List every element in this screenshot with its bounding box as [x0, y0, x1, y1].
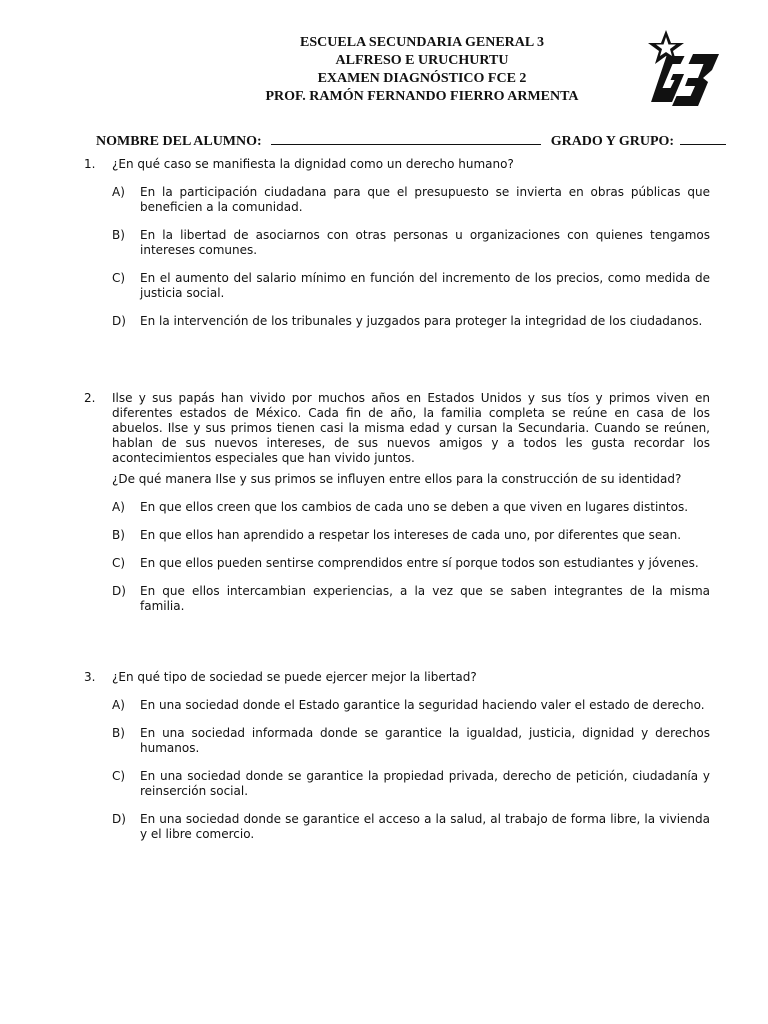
option-a[interactable] — [112, 500, 710, 515]
option-c[interactable] — [112, 271, 710, 301]
question-text: Ilse y sus papás han vivido por muchos años en Estados Unidos y sus tíos y primos viven en diferentes estados de México. Cada fin de año, la familia completa se reúne en casa de los abuelos. Ilse y sus primos tienen casi la misma edad y cursan la Secundaria. Cuando se reúnen, hablan de sus nuevos intereses, de sus nuevos amigos y a todos les gusta recordar los acontecimientos especiales que han vivido juntos. — [112, 391, 710, 465]
grade-group-label: GRADO Y GRUPO: — [550, 134, 675, 149]
exam-title: EXAMEN DIAGNÓSTICO FCE 2 — [317, 71, 527, 86]
option-text: En una sociedad informada donde se garantice la igualdad, justicia, dignidad y derechos humanos. — [140, 726, 710, 755]
teacher-name: PROF. RAMÓN FERNANDO FIERRO ARMENTA — [265, 89, 579, 104]
question-number: 2. — [84, 391, 96, 405]
option-d[interactable] — [112, 584, 710, 614]
option-d[interactable] — [112, 314, 710, 329]
student-name-label: NOMBRE DEL ALUMNO: — [96, 134, 262, 149]
option-letter: B) — [112, 528, 125, 542]
school-name: ESCUELA SECUNDARIA GENERAL 3 — [300, 35, 544, 50]
question-3 — [84, 670, 710, 842]
option-text: En la intervención de los tribunales y juzgados para proteger la integridad de los ciudadanos. — [140, 314, 703, 328]
option-text: En la participación ciudadana para que el presupuesto se invierta en obras públicas que beneficien a la comunidad. — [140, 185, 710, 214]
option-letter: A) — [112, 500, 125, 514]
option-text: En que ellos creen que los cambios de cada uno se deben a que viven en lugares distintos. — [140, 500, 689, 514]
student-info-line — [96, 134, 726, 150]
question-text: ¿En qué tipo de sociedad se puede ejercer mejor la libertad? — [112, 670, 477, 684]
grade-group-field[interactable] — [680, 143, 726, 145]
question-text: ¿En qué caso se manifiesta la dignidad como un derecho humano? — [112, 157, 514, 171]
option-text: En el aumento del salario mínimo en función del incremento de los precios, como medida de justicia social. — [140, 271, 710, 300]
option-letter: B) — [112, 726, 125, 740]
student-name-field[interactable] — [271, 143, 541, 145]
school-logo — [644, 26, 730, 116]
option-text: En una sociedad donde se garantice la propiedad privada, derecho de petición, ciudadanía y reinserción social. — [140, 769, 710, 798]
question-2 — [84, 391, 710, 614]
option-text: En la libertad de asociarnos con otras personas u organizaciones con quienes tengamos intereses comunes. — [140, 228, 710, 257]
exam-header — [180, 34, 664, 106]
option-c[interactable] — [112, 556, 710, 571]
option-text: En que ellos pueden sentirse comprendidos entre sí porque todos son estudiantes y jóvenes. — [140, 556, 699, 570]
option-text: En que ellos han aprendido a respetar los intereses de cada uno, por diferentes que sean. — [140, 528, 682, 542]
option-b[interactable] — [112, 228, 710, 258]
option-d[interactable] — [112, 812, 710, 842]
question-prompt: ¿De qué manera Ilse y sus primos se influyen entre ellos para la construcción de su identidad? — [112, 472, 682, 486]
option-letter: D) — [112, 584, 126, 598]
option-a[interactable] — [112, 185, 710, 215]
option-b[interactable] — [112, 528, 710, 543]
option-c[interactable] — [112, 769, 710, 799]
question-1 — [84, 157, 710, 329]
option-text: En que ellos intercambian experiencias, a la vez que se saben integrantes de la misma familia. — [140, 584, 710, 613]
option-letter: C) — [112, 271, 126, 285]
option-letter: D) — [112, 812, 126, 826]
option-text: En una sociedad donde el Estado garantice la seguridad haciendo valer el estado de derecho. — [140, 698, 705, 712]
option-letter: C) — [112, 556, 126, 570]
option-letter: B) — [112, 228, 125, 242]
option-b[interactable] — [112, 726, 710, 756]
school-subtitle: ALFRESO E URUCHURTU — [335, 53, 509, 68]
option-letter: A) — [112, 698, 125, 712]
question-number: 3. — [84, 670, 96, 684]
option-letter: A) — [112, 185, 125, 199]
option-a[interactable] — [112, 698, 710, 713]
option-letter: C) — [112, 769, 126, 783]
option-text: En una sociedad donde se garantice el acceso a la salud, al trabajo de forma libre, la vivienda y el libre comercio. — [140, 812, 710, 841]
option-letter: D) — [112, 314, 126, 328]
question-number: 1. — [84, 157, 96, 171]
